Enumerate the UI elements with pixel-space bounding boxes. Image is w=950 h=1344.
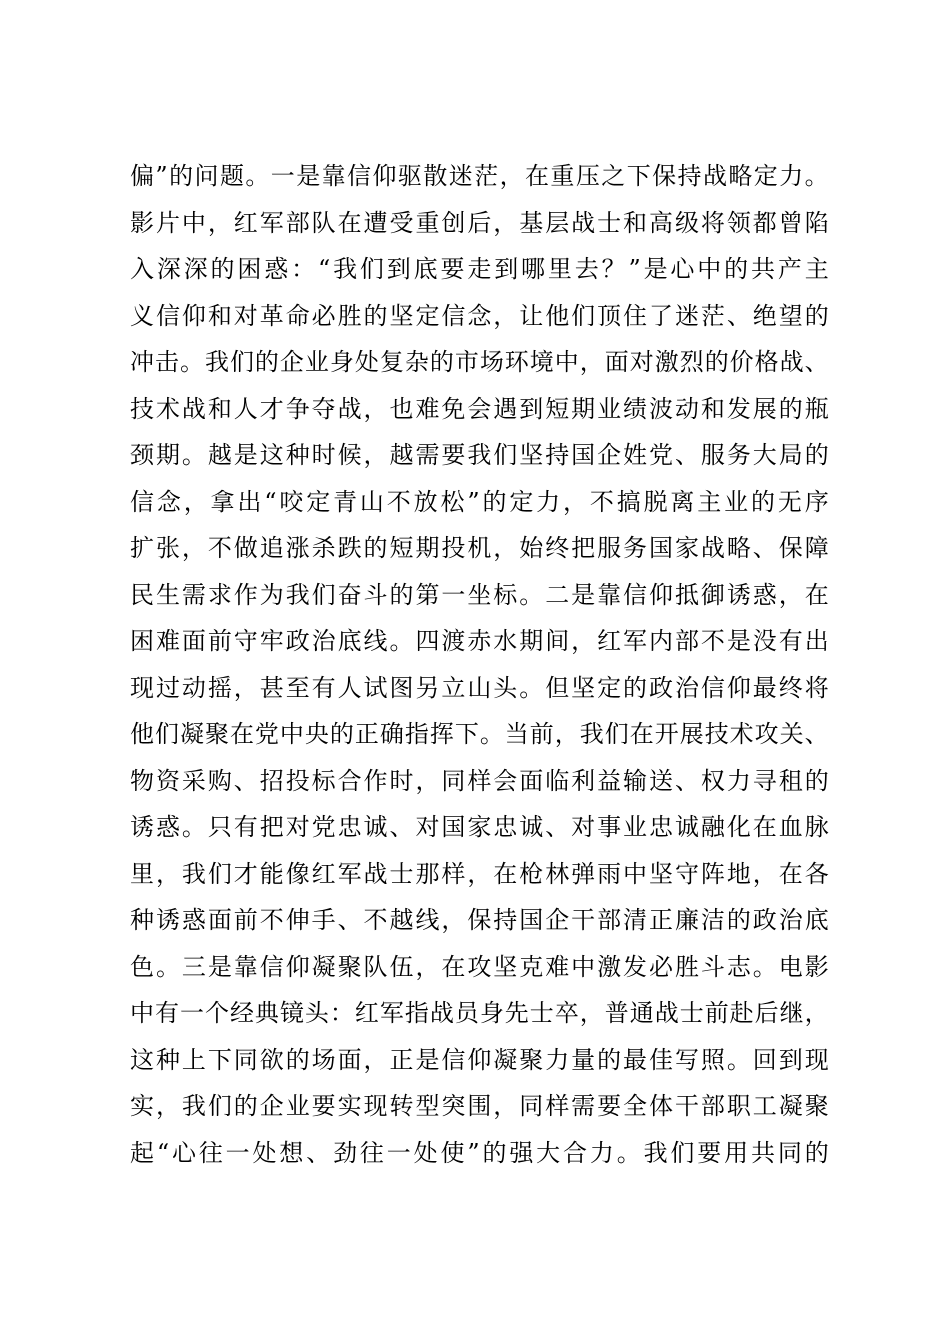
text-line: 冲击。我们的企业身处复杂的市场环境中，面对激烈的价格战、 [130,348,830,376]
text-line: 里，我们才能像红军战士那样，在枪林弹雨中坚守阵地，在各 [130,859,831,888]
text-line: 民生需求作为我们奋斗的第一坐标。二是靠信仰抵御诱惑，在 [130,580,831,609]
text-line: 这种上下同欲的场面，正是信仰凝聚力量的最佳写照。回到现 [130,1045,831,1074]
text-line: 起“心往一处想、劲往一处使”的强大合力。我们要用共同的 [130,1138,832,1167]
text-line: 入深深的困惑：“我们到底要走到哪里去？”是心中的共产主 [130,255,832,283]
text-line: 颈期。越是这种时候，越需要我们坚持国企姓党、服务大局的 [130,441,831,469]
text-line: 扩张，不做追涨杀跌的短期投机，始终把服务国家战略、保障 [130,534,831,562]
text-line: 诱惑。只有把对党忠诚、对国家忠诚、对事业忠诚融化在血脉 [130,813,831,841]
text-line: 现过动摇，甚至有人试图另立山头。但坚定的政治信仰最终将 [130,673,831,702]
text-line: 他们凝聚在党中央的正确指挥下。当前，我们在开展技术攻关、 [130,720,830,748]
text-line: 色。三是靠信仰凝聚队伍，在攻坚克难中激发必胜斗志。电影 [130,952,831,981]
text-line: 种诱惑面前不伸手、不越线，保持国企干部清正廉洁的政治底 [130,906,831,934]
text-line: 技术战和人才争夺战，也难免会遇到短期业绩波动和发展的瓶 [130,394,831,423]
text-line: 偏”的问题。一是靠信仰驱散迷茫，在重压之下保持战略定力。 [130,162,831,190]
text-line: 影片中，红军部队在遭受重创后，基层战士和高级将领都曾陷 [130,208,831,237]
body-paragraph [130,153,830,1176]
text-line: 信念，拿出“咬定青山不放松”的定力，不搞脱离主业的无序 [130,487,832,516]
text-line: 实，我们的企业要实现转型突围，同样需要全体干部职工凝聚 [130,1092,831,1120]
text-line: 义信仰和对革命必胜的坚定信念，让他们顶住了迷茫、绝望的 [130,301,831,330]
text-line: 物资采购、招投标合作时，同样会面临利益输送、权力寻租的 [130,766,831,795]
text-line: 困难面前守牢政治底线。四渡赤水期间，红军内部不是没有出 [130,627,831,655]
text-line: 中有一个经典镜头：红军指战员身先士卒，普通战士前赴后继， [130,999,830,1027]
